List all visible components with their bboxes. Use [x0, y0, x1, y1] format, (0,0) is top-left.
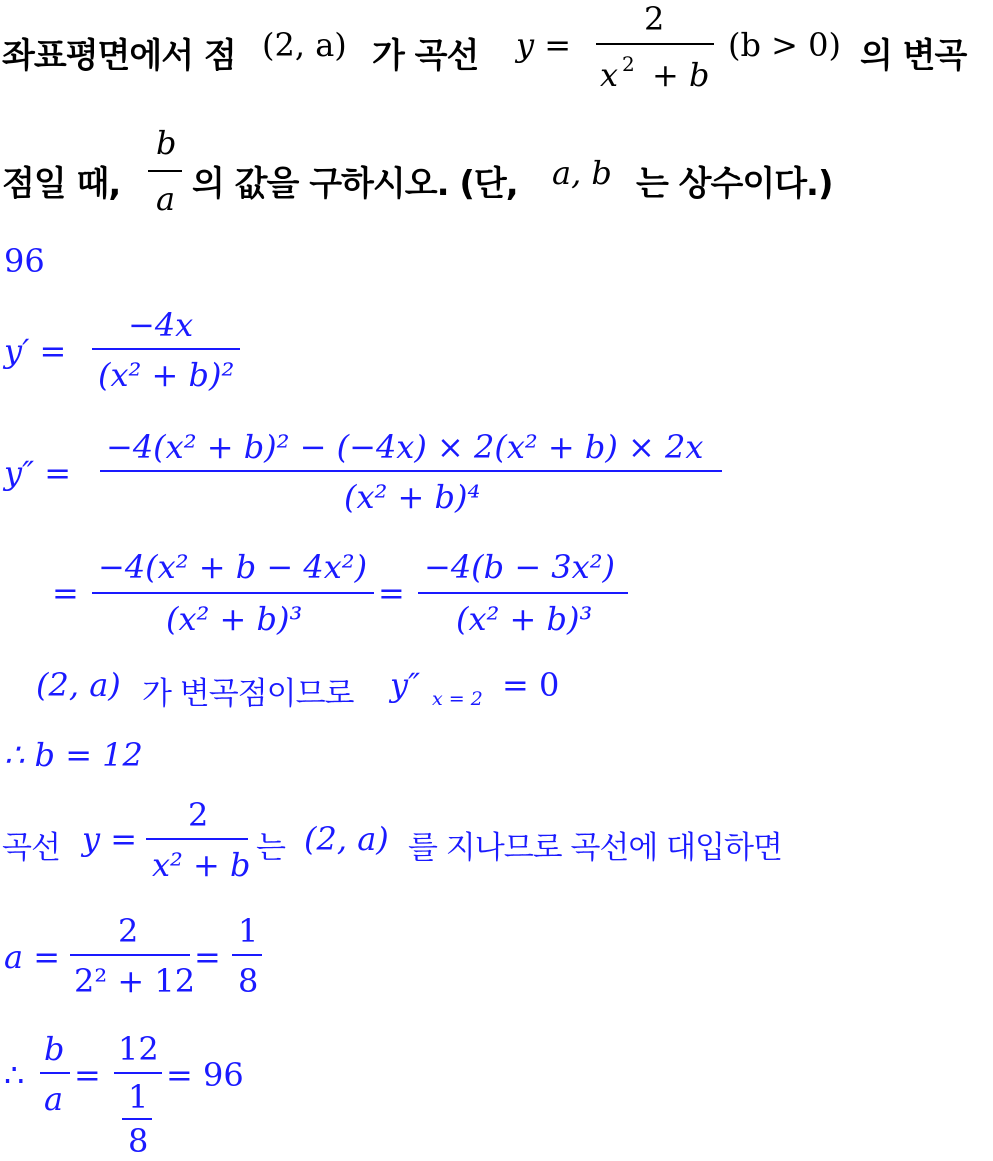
math-y-double-prime: y″ [390, 666, 421, 704]
fraction-bar [146, 838, 248, 840]
fraction-numerator: −4(x² + b)² − (−4x) × 2(x² + b) × 2x [106, 428, 704, 466]
fraction-denominator: x [600, 56, 619, 94]
math-condition: (b > 0) [728, 26, 841, 64]
solution-text: 는 [256, 830, 285, 866]
exponent: 2 [622, 52, 635, 76]
fraction-denominator: (x² + b)³ [166, 600, 303, 638]
problem-text: 의 값을 구하시오. (단, [192, 164, 518, 204]
problem-text: 는 상수이다.) [636, 164, 833, 204]
fraction-denominator: + b [652, 56, 710, 94]
fraction-numerator: 2 [118, 912, 139, 950]
fraction-bar [100, 470, 722, 472]
math-equals: = [74, 1056, 101, 1094]
fraction-numerator: 1 [238, 912, 259, 950]
solution-text: 를 지나므로 곡선에 대입하면 [408, 830, 782, 866]
problem-text: 좌표평면에서 점 [2, 36, 236, 76]
fraction-numerator: 2 [188, 796, 209, 834]
math-y-equals: y = [82, 820, 138, 858]
math-vars: a, b [552, 154, 612, 192]
fraction-bar [596, 43, 714, 45]
problem-text: 의 변곡 [860, 36, 967, 76]
fraction-denominator: (x² + b)² [98, 356, 235, 394]
fraction-bar [114, 1072, 162, 1074]
fraction-denominator: a [44, 1080, 64, 1118]
fraction-denominator: 2² + 12 [74, 962, 196, 1000]
fraction-bar [40, 1072, 70, 1074]
problem-text: 점일 때, [2, 164, 121, 204]
inner-fraction-numerator: 1 [128, 1078, 149, 1116]
math-equals: = [378, 574, 405, 612]
math-lhs: a = [4, 938, 61, 976]
inner-fraction-denominator: 8 [128, 1122, 149, 1160]
inner-fraction-bar [122, 1118, 152, 1120]
fraction-numerator: −4(b − 3x²) [424, 548, 616, 586]
math-y-equals: y = [516, 26, 572, 64]
math-lhs: y″ = [4, 454, 72, 492]
fraction-numerator: b [156, 124, 177, 162]
math-point: (2, a) [36, 666, 121, 704]
fraction-numerator: −4(x² + b − 4x²) [98, 548, 368, 586]
math-equals: = [194, 938, 221, 976]
math-subscript: x = 2 [432, 688, 483, 710]
math-equals: = [52, 574, 79, 612]
b-result: ∴ b = 12 [4, 736, 143, 774]
fraction-denominator: x² + b [152, 846, 251, 884]
math-lhs: y′ = [4, 332, 67, 370]
fraction-bar [92, 348, 240, 350]
math-point: (2, a) [304, 820, 389, 858]
problem-text: 가 곡선 [372, 36, 479, 76]
fraction-denominator: (x² + b)⁴ [344, 478, 481, 516]
answer: 96 [4, 242, 45, 280]
final-result: = 96 [166, 1056, 244, 1094]
fraction-denominator: (x² + b)³ [456, 600, 593, 638]
fraction-denominator: 8 [238, 962, 259, 1000]
therefore-symbol: ∴ [4, 1056, 25, 1094]
fraction-bar [418, 592, 628, 594]
fraction-numerator: −4x [128, 306, 194, 344]
solution-text: 가 변곡점이므로 [142, 676, 354, 712]
fraction-numerator: b [44, 1030, 65, 1068]
fraction-bar [70, 954, 190, 956]
solution-text: 곡선 [2, 830, 60, 866]
math-rhs: = 0 [502, 666, 560, 704]
fraction-bar [232, 954, 262, 956]
fraction-bar [148, 170, 182, 172]
fraction-numerator: 2 [644, 0, 665, 38]
fraction-bar [92, 592, 374, 594]
fraction-numerator: 12 [118, 1030, 159, 1068]
fraction-denominator: a [156, 180, 176, 218]
math-point: (2, a) [262, 26, 347, 64]
